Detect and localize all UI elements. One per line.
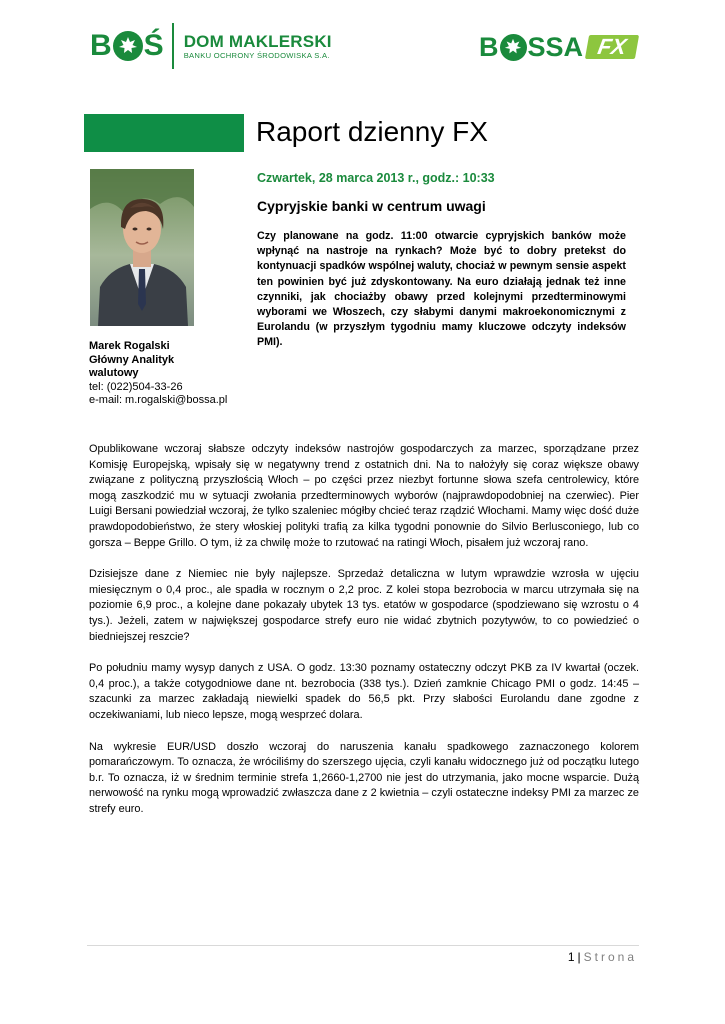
bossa-fx-badge: FX [585, 35, 639, 59]
bos-logo-text [184, 32, 332, 61]
body-paragraph-4: Na wykresie EUR/USD doszło wczoraj do naruszenia kanału spadkowego zaznaczonego kolorem pomarańczowym. To oznacza, że wróciliśmy do szerszego ujęcia, czyli kanału widocznego już od początku lutego b.r. To oznacza, iż w średnim terminie strefa 1,2660-1,2700 nie jest do utrzymania, jako mocne wsparcie. Dużą nerwowość na rynku mogą wprowadzić zwłaszcza dane z 2 kwietnia – czyli ostateczne indeksy PMI za marzec ze strefy euro. [89, 740, 639, 815]
report-title: Raport dzienny FX [256, 116, 488, 147]
bos-logo-title: DOM MAKLERSKI [183, 31, 332, 51]
bos-letter-s: Ś [143, 29, 164, 62]
bos-logo-subtitle: BANKU OCHRONY ŚRODOWISKA S.A. [183, 50, 330, 60]
analyst-photo [90, 169, 194, 326]
lead-paragraph: Czy planowane na godz. 11:00 otwarcie cypryjskich banków może wpłynąć na nastroje na rynkach? Może być to dobry pretekst do kontynuacji spadków wspólnej waluty, chociaż w pewnym sensie aspekt ten powinien być już zdyskontowany. Na euro działają jednak też inne czynniki, jak chociażby obawy przed kolejnymi przedterminowymi wyborami we Włoszech, czy słabymi danymi makroekonomicznymi z Eurolandu (w przyszłym tygodniu mamy kluczowe odczyty indeksów PMI). [257, 230, 626, 349]
analyst-phone: tel: (022)504-33-26 [89, 380, 183, 393]
page-word: Strona [583, 950, 637, 964]
body-paragraph-3: Po południu mamy wysyp danych z USA. O godz. 13:30 poznamy ostateczny odczyt PKB za IV kwartał (oczek. 0,4 proc.), a także cotygodniowe dane nt. bezrobocia (338 tys.). Dzień zamknie Chicago PMI o godz. 14:45 – szacunki za marzec zakładają niewielki spadek do 56,5 pkt. Przy słabości Eurolandu dane zgodne z oczekiwaniami, lub nieco lepsze, mogą wesprzeć dolara. [89, 662, 639, 721]
analyst-role-line1: Główny Analityk [89, 353, 175, 366]
body-paragraph-1: Opublikowane wczoraj słabsze odczyty indeksów nastrojów gospodarczych za marzec, sporządzane przez Komisję Europejską, wpisały się w negatywny trend z ostatnich dni. Na to nałożyły się coraz większe obawy związane z polityczną przyszłością Włoch – po części przez niezbyt fortunne słowa szefa centrolewicy, które mogą zaszkodzić mu w sytuacji zwołania przedterminowych wyborów (najprawdopodobniej na czerwiec). Pier Luigi Bersani powiedział wczoraj, że tylko szaleniec mógłby chcieć teraz rządzić Włochami. Mamy więc dość duże prawdopodobieństwo, że stery włoskiej polityki trafią za kilka tygodni ponownie do Silvio Berlusconiego, lub co gorsza – Beppe Grillo. O tym, iż za chwilę może to rzutować na ratingi Włoch, pisałem już wczoraj rano. [89, 443, 639, 549]
report-body [89, 442, 639, 833]
report-date: Czwartek, 28 marca 2013 r., godz.: 10:33 [257, 171, 495, 185]
analyst-name: Marek Rogalski [89, 340, 170, 352]
bos-logo-wordmark [90, 29, 164, 63]
bossa-letter-b: B [479, 31, 499, 62]
bos-letter-b: B [90, 29, 112, 62]
bos-dom-maklerski-logo [90, 22, 332, 70]
bossa-logo-wordmark [479, 32, 583, 63]
bossa-fx-logo [479, 30, 637, 64]
page-footer [540, 950, 637, 964]
footer-separator: | [577, 950, 581, 964]
analyst-role-line2: walutowy [89, 367, 139, 379]
title-green-band [84, 114, 244, 152]
page-number: 1 [567, 950, 575, 964]
bossa-leaf-o-icon [500, 34, 527, 61]
footer-divider [87, 945, 639, 946]
bossa-letters-ssa: SSA [527, 31, 584, 62]
report-headline: Cypryjskie banki w centrum uwagi [257, 198, 486, 214]
analyst-contact [89, 340, 239, 408]
bos-logo-divider [172, 23, 174, 69]
analyst-email: e-mail: m.rogalski@bossa.pl [89, 394, 228, 406]
body-paragraph-2: Dzisiejsze dane z Niemiec nie były najlepsze. Sprzedaż detaliczna w lutym wprawdzie wzrosła w ujęciu miesięcznym o 0,4 proc., ale spadła w rocznym o 2,2 proc. Z kolei stopa bezrobocia w marcu utrzymała się na poziomie 6,9 proc., a kolejne dane pokazały ubytek 13 tys. etatów w gospodarce (spodziewano się wzrostu o 4 tys.). Jeżeli, zatem w największej gospodarce strefy euro nie widać zbytnich pozytywów, to co powiedzieć o biedniejszej reszcie? [89, 568, 639, 643]
bos-leaf-o-icon [113, 31, 143, 61]
